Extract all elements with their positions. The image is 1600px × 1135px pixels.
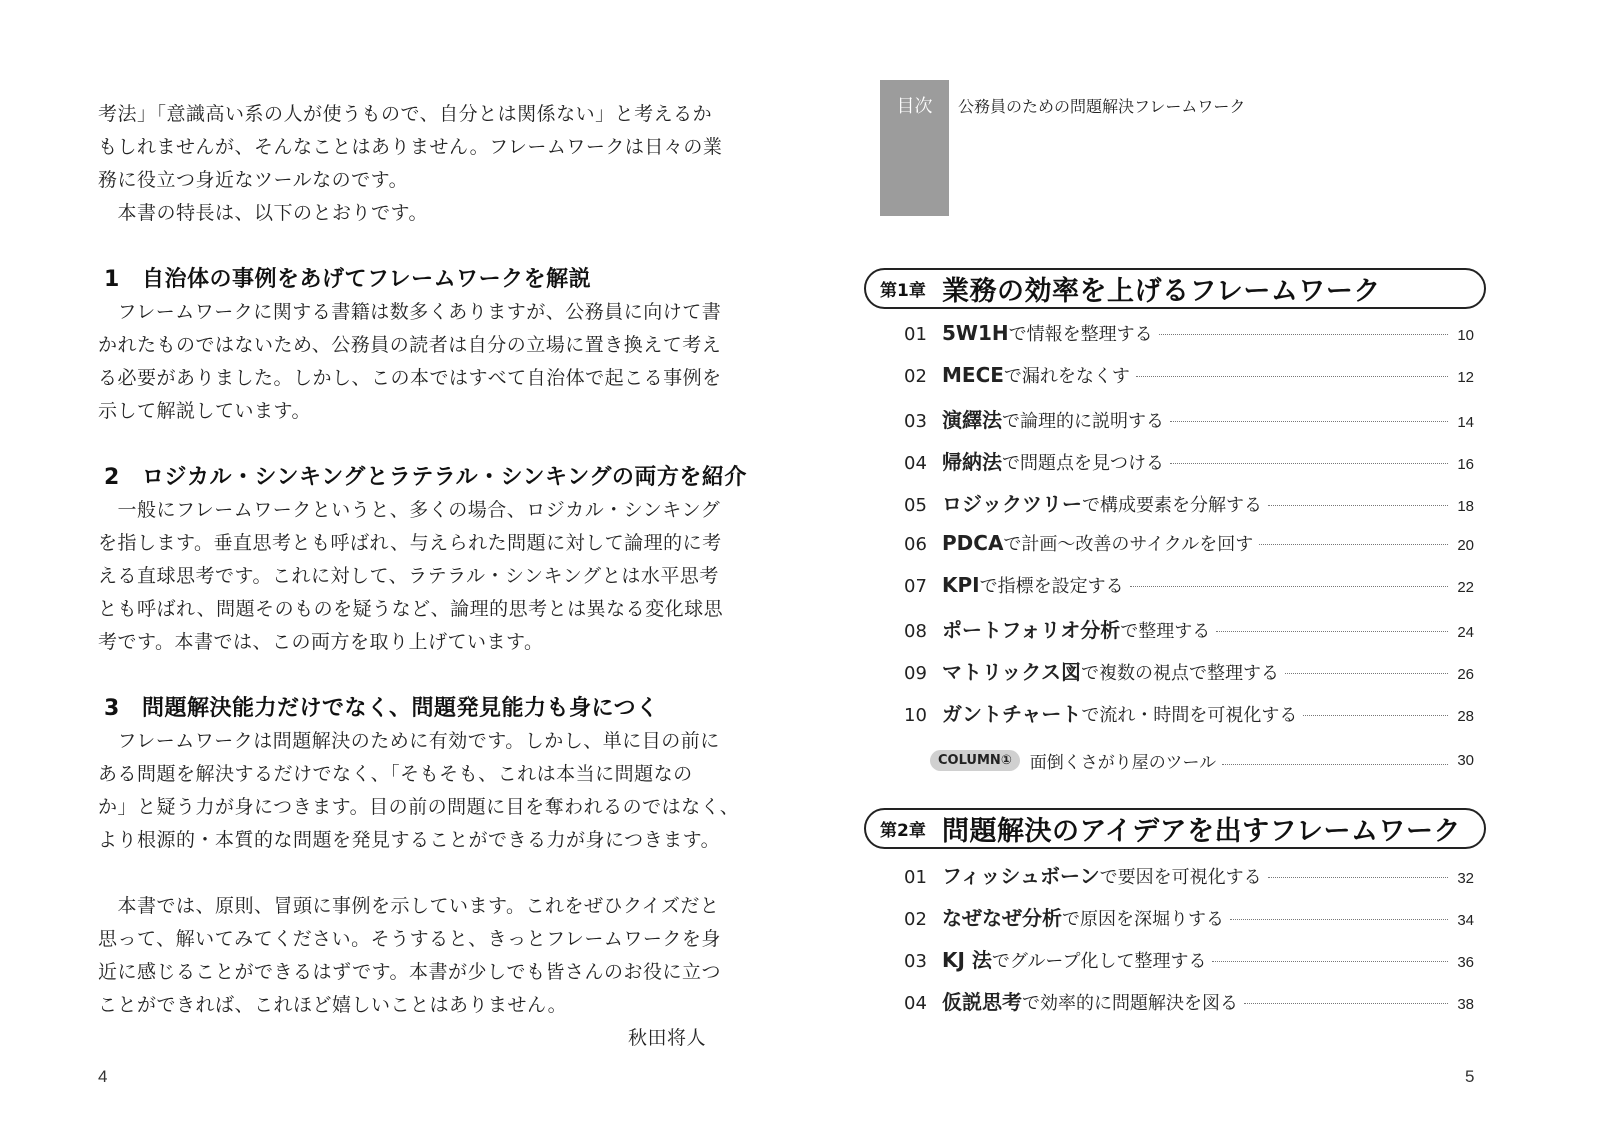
closing-line: ことができれば、これほど嬉しいことはありません。 xyxy=(98,994,568,1016)
section-line: 一般にフレームワークというと、多くの場合、ロジカル・シンキング xyxy=(98,499,721,521)
right-page xyxy=(800,0,1600,1135)
toc-column-item[interactable]: COLUMN① 面倒くさがり屋のツール 30 xyxy=(904,740,1474,780)
page-number-right: 5 xyxy=(1465,1067,1475,1086)
chapter-label: 第1章 xyxy=(880,281,926,301)
section-line: る必要がありました。しかし、この本ではすべて自治体で起こる事例を xyxy=(98,367,722,389)
toc-item[interactable]: 02 なぜなぜ分析 で原因を深堀りする 34 xyxy=(904,906,1474,930)
closing-line: 近に感じることができるはずです。本書が少しでも皆さんのお役に立つ xyxy=(98,961,722,983)
section-heading-3: 3 問題解決能力だけでなく、問題発見能力も身につく xyxy=(104,696,659,721)
toc-badge: 目次 xyxy=(880,80,949,216)
chapter-1-list xyxy=(904,320,1474,780)
preface-text xyxy=(98,98,747,1055)
intro-line: 務に役立つ身近なツールなのです。 xyxy=(98,169,409,191)
toc-item[interactable]: 04 帰納法 で問題点を見つける 16 xyxy=(904,450,1474,474)
section-line: を指します。垂直思考とも呼ばれ、与えられた問題に対して論理的に考 xyxy=(98,532,722,554)
toc-item[interactable]: 08 ポートフォリオ分析 で整理する 24 xyxy=(904,618,1474,642)
toc-item[interactable]: 05 ロジックツリー で構成要素を分解する 18 xyxy=(904,492,1474,516)
section-line: ある問題を解決するだけでなく、「そもそも、これは本当に問題なの xyxy=(98,763,693,785)
chapter-1-heading[interactable] xyxy=(864,268,1486,309)
toc-book-title: 公務員のための問題解決フレームワーク xyxy=(958,97,1246,116)
toc-item[interactable]: 09 マトリックス図 で複数の視点で整理する 26 xyxy=(904,660,1474,684)
toc-item[interactable]: 04 仮説思考 で効率的に問題解決を図る 38 xyxy=(904,990,1474,1014)
toc-item[interactable]: 03 演繹法 で論理的に説明する 14 xyxy=(904,408,1474,432)
section-heading-1: 1 自治体の事例をあげてフレームワークを解説 xyxy=(104,267,592,292)
author-signature: 秋田将人 xyxy=(627,1027,706,1049)
toc-item[interactable]: 06 PDCA で計画〜改善のサイクルを回す 20 xyxy=(904,531,1474,555)
chapter-2-heading[interactable] xyxy=(864,808,1486,849)
toc-item[interactable]: 03 KJ 法 でグループ化して整理する 36 xyxy=(904,948,1474,972)
section-line: とも呼ばれ、問題そのものを疑うなど、論理的思考とは異なる変化球思 xyxy=(98,598,724,620)
page-number-left: 4 xyxy=(98,1067,108,1086)
toc-item[interactable]: 01 5W1H で情報を整理する 10 xyxy=(904,321,1474,345)
intro-line: 考法」「意識高い系の人が使うもので、自分とは関係ない」と考えるか xyxy=(98,103,713,125)
section-line: 考です。本書では、この両方を取り上げています。 xyxy=(98,631,544,653)
section-heading-2: 2 ロジカル・シンキングとラテラル・シンキングの両方を紹介 xyxy=(104,465,747,490)
chapter-title: 問題解決のアイデアを出すフレームワーク xyxy=(942,816,1461,847)
toc-item[interactable]: 02 MECE で漏れをなくす 12 xyxy=(904,363,1474,387)
intro-line: もしれませんが、そんなことはありません。フレームワークは日々の業 xyxy=(98,136,723,158)
section-line: 示して解説しています。 xyxy=(98,400,311,422)
section-line: フレームワークは問題解決のために有効です。しかし、単に目の前に xyxy=(98,730,720,752)
chapter-label: 第2章 xyxy=(880,821,926,841)
chapter-2-list xyxy=(904,860,1474,1028)
section-line: フレームワークに関する書籍は数多くありますが、公務員に向けて書 xyxy=(98,301,722,323)
closing-line: 思って、解いてみてください。そうすると、きっとフレームワークを身 xyxy=(98,928,721,950)
toc-item[interactable]: 07 KPI で指標を設定する 22 xyxy=(904,573,1474,597)
section-line: かれたものではないため、公務員の読者は自分の立場に置き換えて考え xyxy=(98,334,722,356)
section-line: か」と疑う力が身につきます。目の前の問題に目を奪われるのではなく、 xyxy=(98,796,740,818)
column-tag: COLUMN① xyxy=(930,750,1020,771)
section-line: より根源的・本質的な問題を発見することができる力が身につきます。 xyxy=(98,829,721,851)
toc-item[interactable]: 10 ガントチャート で流れ・時間を可視化する 28 xyxy=(904,702,1474,726)
intro-line: 本書の特長は、以下のとおりです。 xyxy=(98,202,428,224)
chapter-title: 業務の効率を上げるフレームワーク xyxy=(942,276,1381,307)
section-line: える直球思考です。これに対して、ラテラル・シンキングとは水平思考 xyxy=(98,565,719,587)
closing-line: 本書では、原則、冒頭に事例を示しています。これをぜひクイズだと xyxy=(98,895,720,917)
toc-item[interactable]: 01 フィッシュボーン で要因を可視化する 32 xyxy=(904,864,1474,888)
